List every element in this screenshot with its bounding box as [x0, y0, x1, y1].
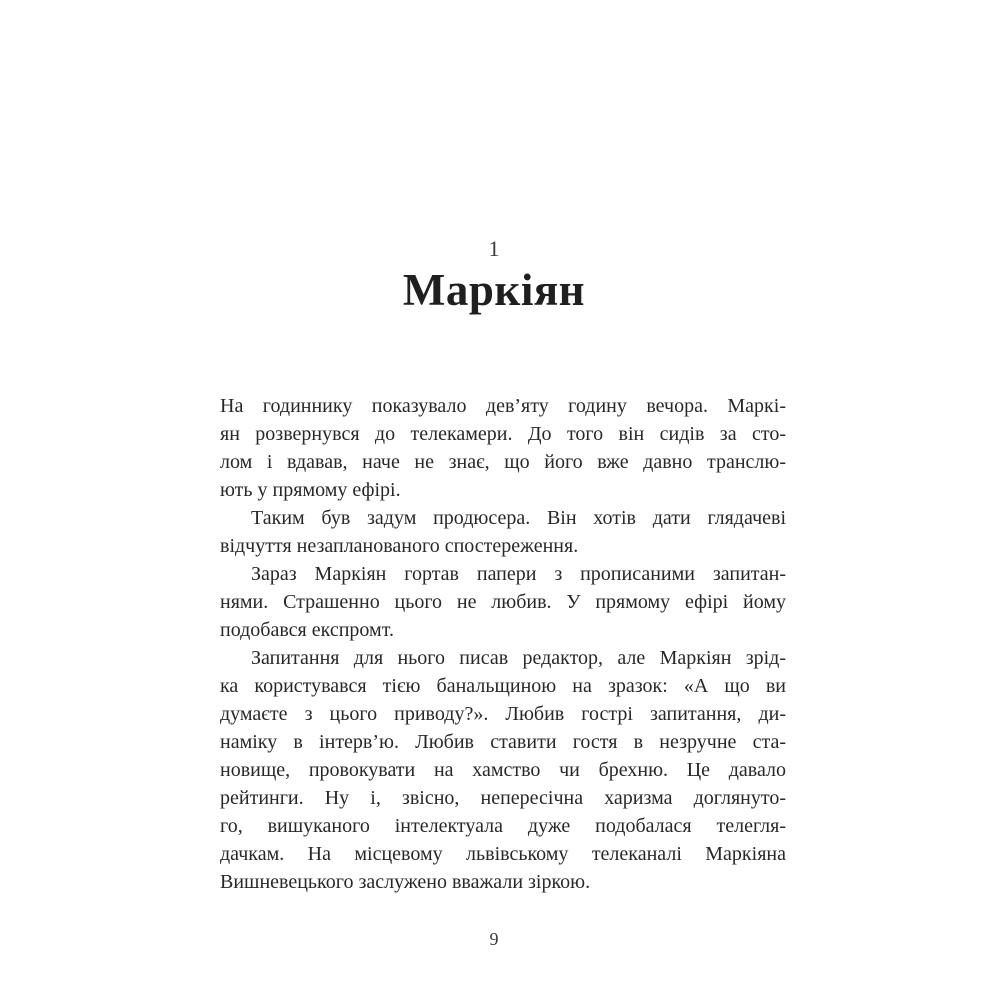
paragraph — [220, 644, 786, 896]
text-line: На годиннику показувало дев’яту годину вечора. Маркі- — [220, 395, 786, 417]
paragraph — [220, 392, 786, 504]
text-line: новище, провокувати на хамство чи брехню. Це давало — [220, 759, 786, 781]
text-line: рейтинги. Ну і, звісно, непересічна харизма доглянуто- — [220, 787, 786, 809]
paragraph — [220, 560, 786, 644]
text-line: подобався експромт. — [220, 619, 394, 641]
page-number: 9 — [489, 929, 499, 949]
text-line: відчуття незапланованого спостереження. — [220, 535, 579, 557]
paragraph — [220, 504, 786, 560]
text-line: наміку в інтерв’ю. Любив ставити гостя в незручне ста- — [220, 731, 786, 753]
text-line: думаєте з цього приводу?». Любив гострі запитання, ди- — [220, 703, 786, 725]
text-line: лом і вдавав, наче не знає, що його вже давно транслю- — [220, 451, 786, 473]
text-line: Таким був задум продюсера. Він хотів дати глядачеві — [251, 507, 786, 529]
chapter-number: 1 — [488, 236, 500, 261]
text-line: ка користувався тією банальщиною на зразок: «А що ви — [220, 675, 786, 697]
text-line: Зараз Маркіян гортав папери з прописаними запитан- — [251, 563, 786, 585]
text-line: Запитання для нього писав редактор, але Маркіян зрід- — [251, 647, 786, 669]
text-line: дачкам. На місцевому львівському телеканалі Маркіяна — [220, 843, 786, 865]
body-text — [220, 392, 786, 896]
text-line: ян розвернувся до телекамери. До того він сидів за сто- — [220, 423, 786, 445]
text-line: ють у прямому ефірі. — [220, 479, 401, 501]
chapter-title: Маркіян — [402, 265, 586, 315]
text-line: нями. Страшенно цього не любив. У прямому ефірі йому — [220, 591, 786, 613]
text-line: Вишневецького заслужено вважали зіркою. — [220, 871, 591, 893]
text-line: го, вишуканого інтелектуала дуже подобалася телегля- — [220, 815, 786, 837]
